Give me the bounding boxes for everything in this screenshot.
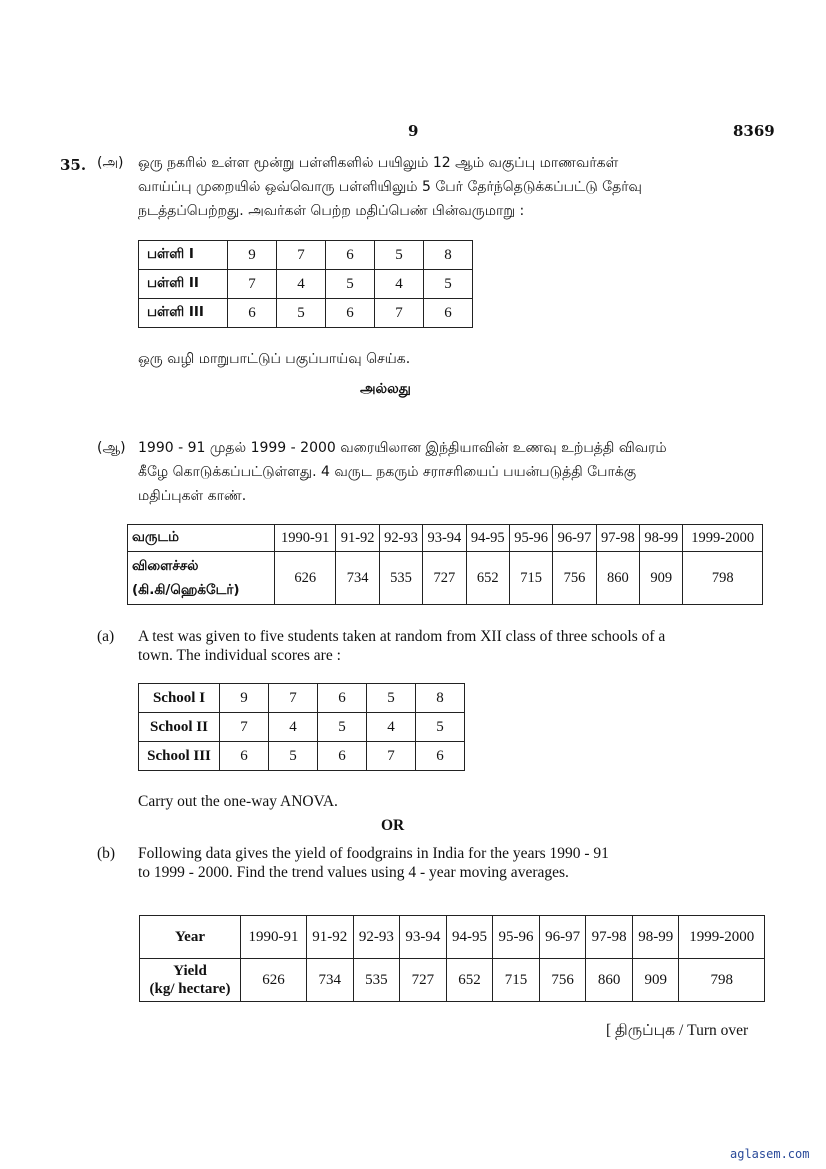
table-cell: 798 [679, 959, 765, 1002]
table-cell: 98-99 [632, 916, 679, 959]
table-cell: 6 [416, 742, 465, 771]
year-label: Year [140, 916, 241, 959]
table-cell: 94-95 [466, 525, 509, 552]
yield-label-line-1: Yield [173, 963, 207, 979]
tamil-b-line-2: கீழே கொடுக்கப்பட்டுள்ளது. 4 வருட நகரும் சராசரியைப் பயன்படுத்தி போக்கு [138, 464, 637, 480]
table-cell: 9 [228, 241, 277, 270]
row-label: பள்ளி III [139, 299, 228, 328]
table-cell: 93-94 [400, 916, 447, 959]
tamil-a-marker: (அ) [97, 155, 124, 171]
table-cell: 97-98 [596, 525, 639, 552]
table-cell: 1990-91 [275, 525, 336, 552]
table-cell: 535 [353, 959, 400, 1002]
table-row [128, 552, 763, 605]
english-a-instruction: Carry out the one-way ANOVA. [138, 793, 338, 810]
table-cell: 734 [336, 552, 379, 605]
table-cell: 7 [277, 241, 326, 270]
english-b-marker: (b) [97, 845, 116, 862]
table-cell: 91-92 [306, 916, 353, 959]
question-number: 35. [60, 156, 87, 174]
table-cell: 1999-2000 [683, 525, 763, 552]
english-b-line-2: to 1999 - 2000. Find the trend values using 4 - year moving averages. [138, 864, 569, 881]
table-cell: 4 [277, 270, 326, 299]
english-b-line-1: Following data gives the yield of foodgrains in India for the years 1990 - 91 [138, 845, 609, 862]
turn-over-note: [ திருப்புக / Turn over [606, 1022, 749, 1039]
table-cell: 860 [586, 959, 633, 1002]
table-cell: 94-95 [446, 916, 493, 959]
table-cell: 6 [228, 299, 277, 328]
table-cell: 909 [640, 552, 683, 605]
table-cell: 95-96 [493, 916, 540, 959]
table-cell: 98-99 [640, 525, 683, 552]
english-a-marker: (a) [97, 628, 115, 645]
table-cell: 4 [269, 713, 318, 742]
table-cell: 6 [318, 742, 367, 771]
table-row [139, 299, 473, 328]
table-cell: 798 [683, 552, 763, 605]
tamil-a-line-1: ஒரு நகரில் உள்ள மூன்று பள்ளிகளில் பயிலும் 12 ஆம் வகுப்பு மாணவர்கள் [138, 155, 619, 171]
table-cell: 535 [379, 552, 422, 605]
tamil-school-scores-table [138, 240, 473, 328]
row-label: School I [139, 684, 220, 713]
table-row [139, 270, 473, 299]
english-yield-table [139, 915, 765, 1002]
table-cell: 6 [326, 241, 375, 270]
table-cell: 7 [220, 713, 269, 742]
table-cell: 6 [326, 299, 375, 328]
table-cell: 6 [220, 742, 269, 771]
row-label: பள்ளி II [139, 270, 228, 299]
table-cell: 93-94 [423, 525, 466, 552]
table-cell: 7 [269, 684, 318, 713]
table-cell: 92-93 [353, 916, 400, 959]
table-cell: 95-96 [509, 525, 552, 552]
table-cell: 7 [375, 299, 424, 328]
table-cell: 5 [375, 241, 424, 270]
tamil-b-text [138, 436, 738, 508]
table-cell: 626 [241, 959, 307, 1002]
tamil-b-marker: (ஆ) [97, 440, 126, 456]
table-cell: 715 [509, 552, 552, 605]
table-cell: 756 [539, 959, 586, 1002]
yield-label [140, 959, 241, 1002]
table-cell: 727 [400, 959, 447, 1002]
table-cell: 4 [375, 270, 424, 299]
table-row [139, 241, 473, 270]
table-row [139, 742, 465, 771]
table-cell: 5 [326, 270, 375, 299]
table-cell: 6 [424, 299, 473, 328]
tamil-b-line-3: மதிப்புகள் காண். [138, 488, 247, 504]
table-row [128, 525, 763, 552]
tamil-b-line-1: 1990 - 91 முதல் 1999 - 2000 வரையிலான இந்தியாவின் உணவு உற்பத்தி விவரம் [138, 440, 667, 456]
table-cell: 4 [367, 713, 416, 742]
table-cell: 909 [632, 959, 679, 1002]
table-cell: 5 [367, 684, 416, 713]
table-cell: 97-98 [586, 916, 633, 959]
table-cell: 756 [553, 552, 596, 605]
english-school-scores-table [138, 683, 465, 771]
table-row [140, 916, 765, 959]
table-cell: 1990-91 [241, 916, 307, 959]
table-cell: 9 [220, 684, 269, 713]
site-watermark: aglasem.com [730, 1147, 810, 1161]
table-cell: 96-97 [553, 525, 596, 552]
table-cell: 6 [318, 684, 367, 713]
table-cell: 5 [424, 270, 473, 299]
table-cell: 7 [367, 742, 416, 771]
table-cell: 715 [493, 959, 540, 1002]
paper-code: 8369 [733, 122, 775, 140]
table-cell: 8 [424, 241, 473, 270]
tamil-a-line-2: வாய்ப்பு முறையில் ஒவ்வொரு பள்ளியிலும் 5 பேர் தேர்ந்தெடுக்கப்பட்டு தேர்வு [138, 179, 642, 195]
table-row [139, 684, 465, 713]
table-cell: 5 [277, 299, 326, 328]
table-cell: 91-92 [336, 525, 379, 552]
tamil-a-text [138, 151, 738, 223]
year-label: வருடம் [128, 525, 275, 552]
tamil-a-line-3: நடத்தப்பெற்றது. அவர்கள் பெற்ற மதிப்பெண் பின்வருமாறு : [138, 203, 525, 219]
english-a-text [138, 627, 738, 665]
table-cell: 626 [275, 552, 336, 605]
yield-label-line-2: (கி.கி/ஹெக்டேர்) [132, 582, 240, 598]
table-row [139, 713, 465, 742]
table-cell: 5 [318, 713, 367, 742]
table-cell: 860 [596, 552, 639, 605]
row-label: பள்ளி I [139, 241, 228, 270]
table-cell: 652 [446, 959, 493, 1002]
table-cell: 7 [228, 270, 277, 299]
row-label: School III [139, 742, 220, 771]
tamil-or: அல்லது [360, 381, 411, 397]
table-cell: 5 [416, 713, 465, 742]
row-label: School II [139, 713, 220, 742]
table-cell: 5 [269, 742, 318, 771]
english-b-text [138, 844, 738, 882]
table-cell: 734 [306, 959, 353, 1002]
table-row [140, 959, 765, 1002]
table-cell: 652 [466, 552, 509, 605]
english-a-line-2: town. The individual scores are : [138, 647, 341, 664]
table-cell: 8 [416, 684, 465, 713]
table-cell: 92-93 [379, 525, 422, 552]
page-number: 9 [408, 122, 419, 140]
yield-label [128, 552, 275, 605]
table-cell: 1999-2000 [679, 916, 765, 959]
english-or: OR [381, 817, 405, 834]
table-cell: 96-97 [539, 916, 586, 959]
tamil-a-instruction: ஒரு வழி மாறுபாட்டுப் பகுப்பாய்வு செய்க. [138, 351, 411, 367]
table-cell: 727 [423, 552, 466, 605]
tamil-yield-table [127, 524, 763, 605]
yield-label-line-2: (kg/ hectare) [149, 981, 231, 997]
yield-label-line-1: விளைச்சல் [132, 558, 199, 574]
english-a-line-1: A test was given to five students taken at random from XII class of three schools of a [138, 628, 666, 645]
